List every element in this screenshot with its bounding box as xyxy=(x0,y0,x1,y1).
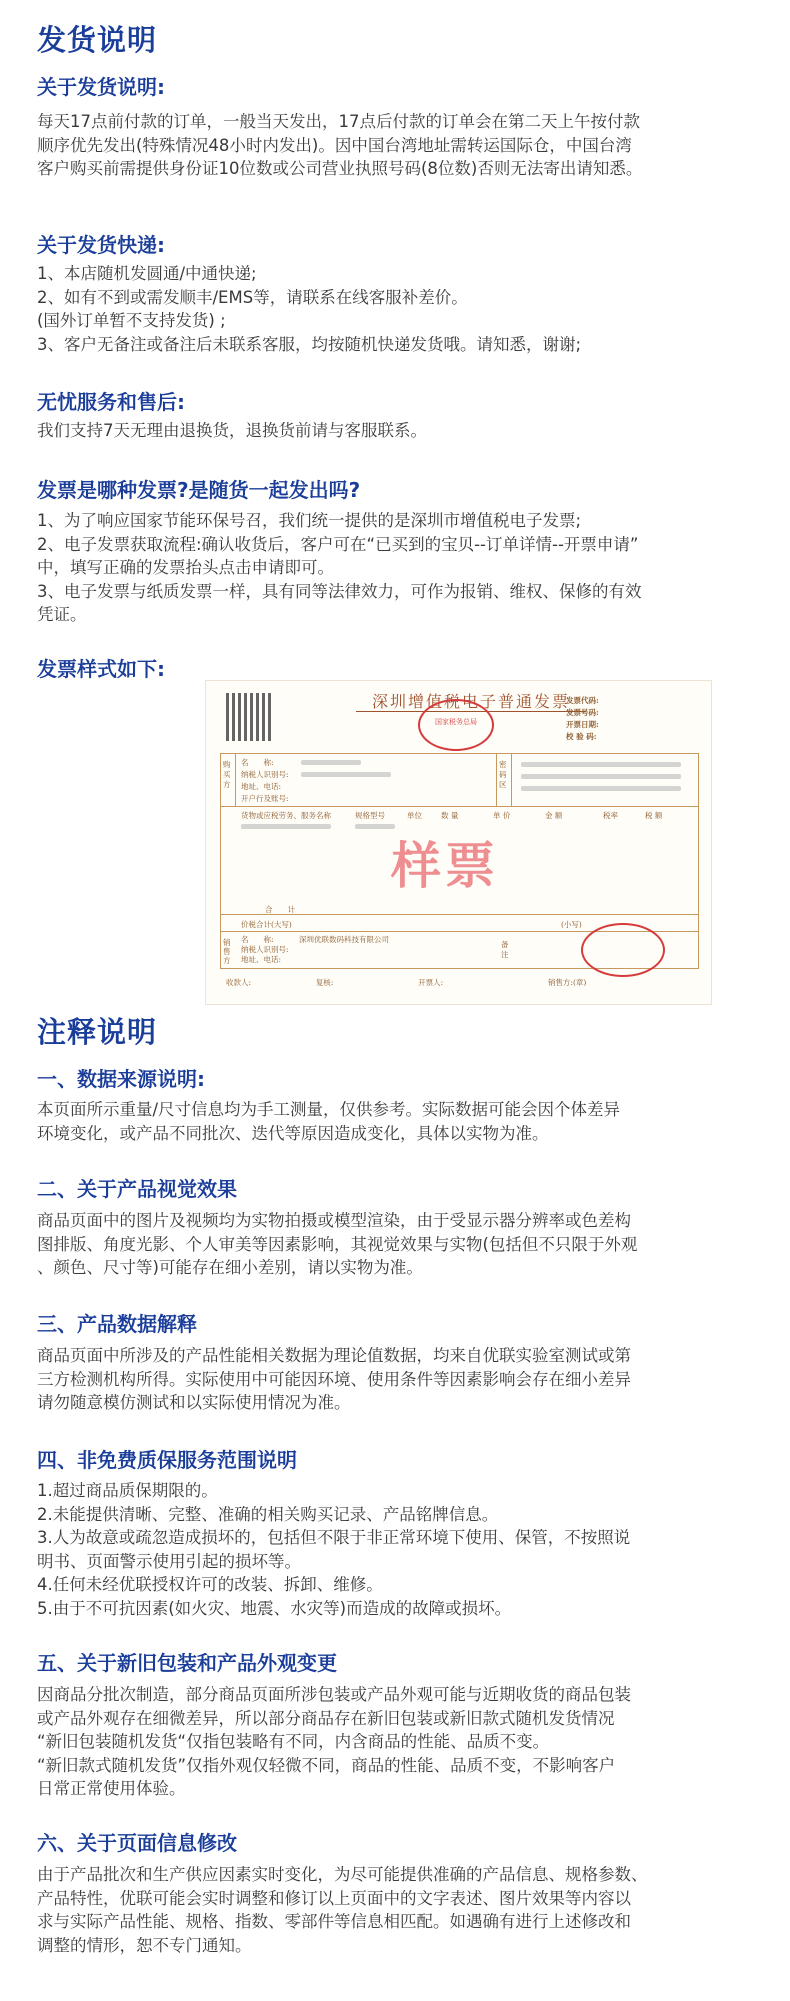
note-5-heading: 五、关于新旧包装和产品外观变更 xyxy=(37,1651,337,1675)
courier-text: 1、本店随机发圆通/中通快递; 2、如有不到或需发顺丰/EMS等，请联系在线客服补差价。 (国外订单暂不支持发货) ; 3、客户无备注或备注后未联系客服，均按随机快递发货哦。请知悉，谢谢; xyxy=(37,264,582,354)
invoice-heading: 发票是哪种发票?是随货一起发出吗? xyxy=(37,478,361,502)
qr-code-icon xyxy=(226,693,274,741)
note-1-text: 本页面所示重量/尺寸信息均为手工测量，仅供参考。实际数据可能会因个体差异 环境变化，或产品不同批次、迭代等原因造成变化，具体以实物为准。 xyxy=(37,1100,621,1143)
invoice-meta: 发票代码: 发票号码: 开票日期: 校 验 码: xyxy=(566,696,599,741)
note-6-text: 由于产品批次和生产供应因素实时变化，为尽可能提供准确的产品信息、规格参数、 产品特性，优联可能会实时调整和修订以上页面中的文字表述、图片效果等内容以 求与实际产品性能、规格、指数、零部件等信息相匹配。如遇确有进行上述修改和 调整的情形，恕不专门通知。 xyxy=(37,1865,648,1955)
invoice-footer: 收款人: 复核: 开票人: 销售方:(章) xyxy=(226,978,587,987)
about-shipping-heading: 关于发货说明: xyxy=(37,75,165,99)
note-6-heading: 六、关于页面信息修改 xyxy=(37,1831,237,1855)
note-3-heading: 三、产品数据解释 xyxy=(37,1312,197,1336)
invoice-text: 1、为了响应国家节能环保号召，我们统一提供的是深圳市增值税电子发票; 2、电子发票获取流程:确认收货后，客户可在“已买到的宝贝--订单详情--开票申请” 中，填写正确的发票抬头点击申请即可。 3、电子发票与纸质发票一样，具有同等法律效力，可作为报销、维权、保修的有效 凭证。 xyxy=(37,511,642,624)
note-3-text: 商品页面中所涉及的产品性能相关数据为理论值数据，均来自优联实验室测试或第 三方检测机构所得。实际使用中可能因环境、使用条件等因素影响会存在细小差异 请勿随意模仿测试和以实际使用情况为准。 xyxy=(37,1346,631,1412)
invoice-header: 深圳增值税电子普通发票 xyxy=(371,692,570,711)
about-shipping-text: 每天17点前付款的订单，一般当天发出，17点后付款的订单会在第二天上午按付款 顺序优先发出(特殊情况48小时内发出)。因中国台湾地址需转运国际仓，中国台湾 客户购买前需提供身份证10位数或公司营业执照号码(8位数)否则无法寄出请知悉。 xyxy=(37,112,643,178)
courier-heading: 关于发货快递: xyxy=(37,233,165,257)
sample-stamp: 样票 xyxy=(391,837,499,895)
service-heading: 无忧服务和售后: xyxy=(37,390,185,414)
note-4-heading: 四、非免费质保服务范围说明 xyxy=(37,1448,297,1472)
service-text: 我们支持7天无理由退换货，退换货前请与客服联系。 xyxy=(37,421,427,440)
invoice-grid: 购买方 名 称: 纳税人识别号: 地址、电话: 开户行及账号: 密码区 货物或应税劳务、服务名称 规格型号 单位 数 量 单 价 金 额 税率 税 额 合 计 价税合计(大写) (小写) 销售方 名 称: 深圳优联数码科技有限公司 纳税人识别号: 地址、电话: 备注 xyxy=(220,753,699,969)
shipping-title: 发货说明 xyxy=(37,23,158,57)
seller-seal-icon xyxy=(581,923,665,977)
invoice-sample-image xyxy=(205,680,712,1005)
note-1-heading: 一、数据来源说明: xyxy=(37,1067,205,1091)
note-2-heading: 二、关于产品视觉效果 xyxy=(37,1177,237,1201)
note-2-text: 商品页面中的图片及视频均为实物拍摄或模型渲染，由于受显示器分辨率或色差构 图排版、角度光影、个人审美等因素影响，其视觉效果与实物(包括但不只限于外观 、颜色、尺寸等)可能存在细小差别，请以实物为准。 xyxy=(37,1211,638,1277)
tax-seal-icon: 国家税务总局 xyxy=(418,699,494,751)
note-4-text: 1.超过商品质保期限的。 2.未能提供清晰、完整、准确的相关购买记录、产品铭牌信息。 3.人为故意或疏忽造成损坏的，包括但不限于非正常环境下使用、保管，不按照说 明书、页面警示使用引起的损坏等。 4.任何未经优联授权许可的改装、拆卸、维修。 5.由于不可抗因素(如火灾、地震、水灾等)而造成的故障或损坏。 xyxy=(37,1481,631,1618)
note-5-text: 因商品分批次制造，部分商品页面所涉包装或产品外观可能与近期收货的商品包装 或产品外观存在细微差异，所以部分商品存在新旧包装或新旧款式随机发货情况 “新旧包装随机发货“仅指包装略有不同，内含商品的性能、品质不变。 “新旧款式随机发货”仅指外观仅轻微不同，商品的性能、品质不变，不影响客户 日常正常使用体验。 xyxy=(37,1685,631,1798)
notes-title: 注释说明 xyxy=(37,1015,158,1049)
invoice-sample-heading: 发票样式如下: xyxy=(37,657,165,681)
